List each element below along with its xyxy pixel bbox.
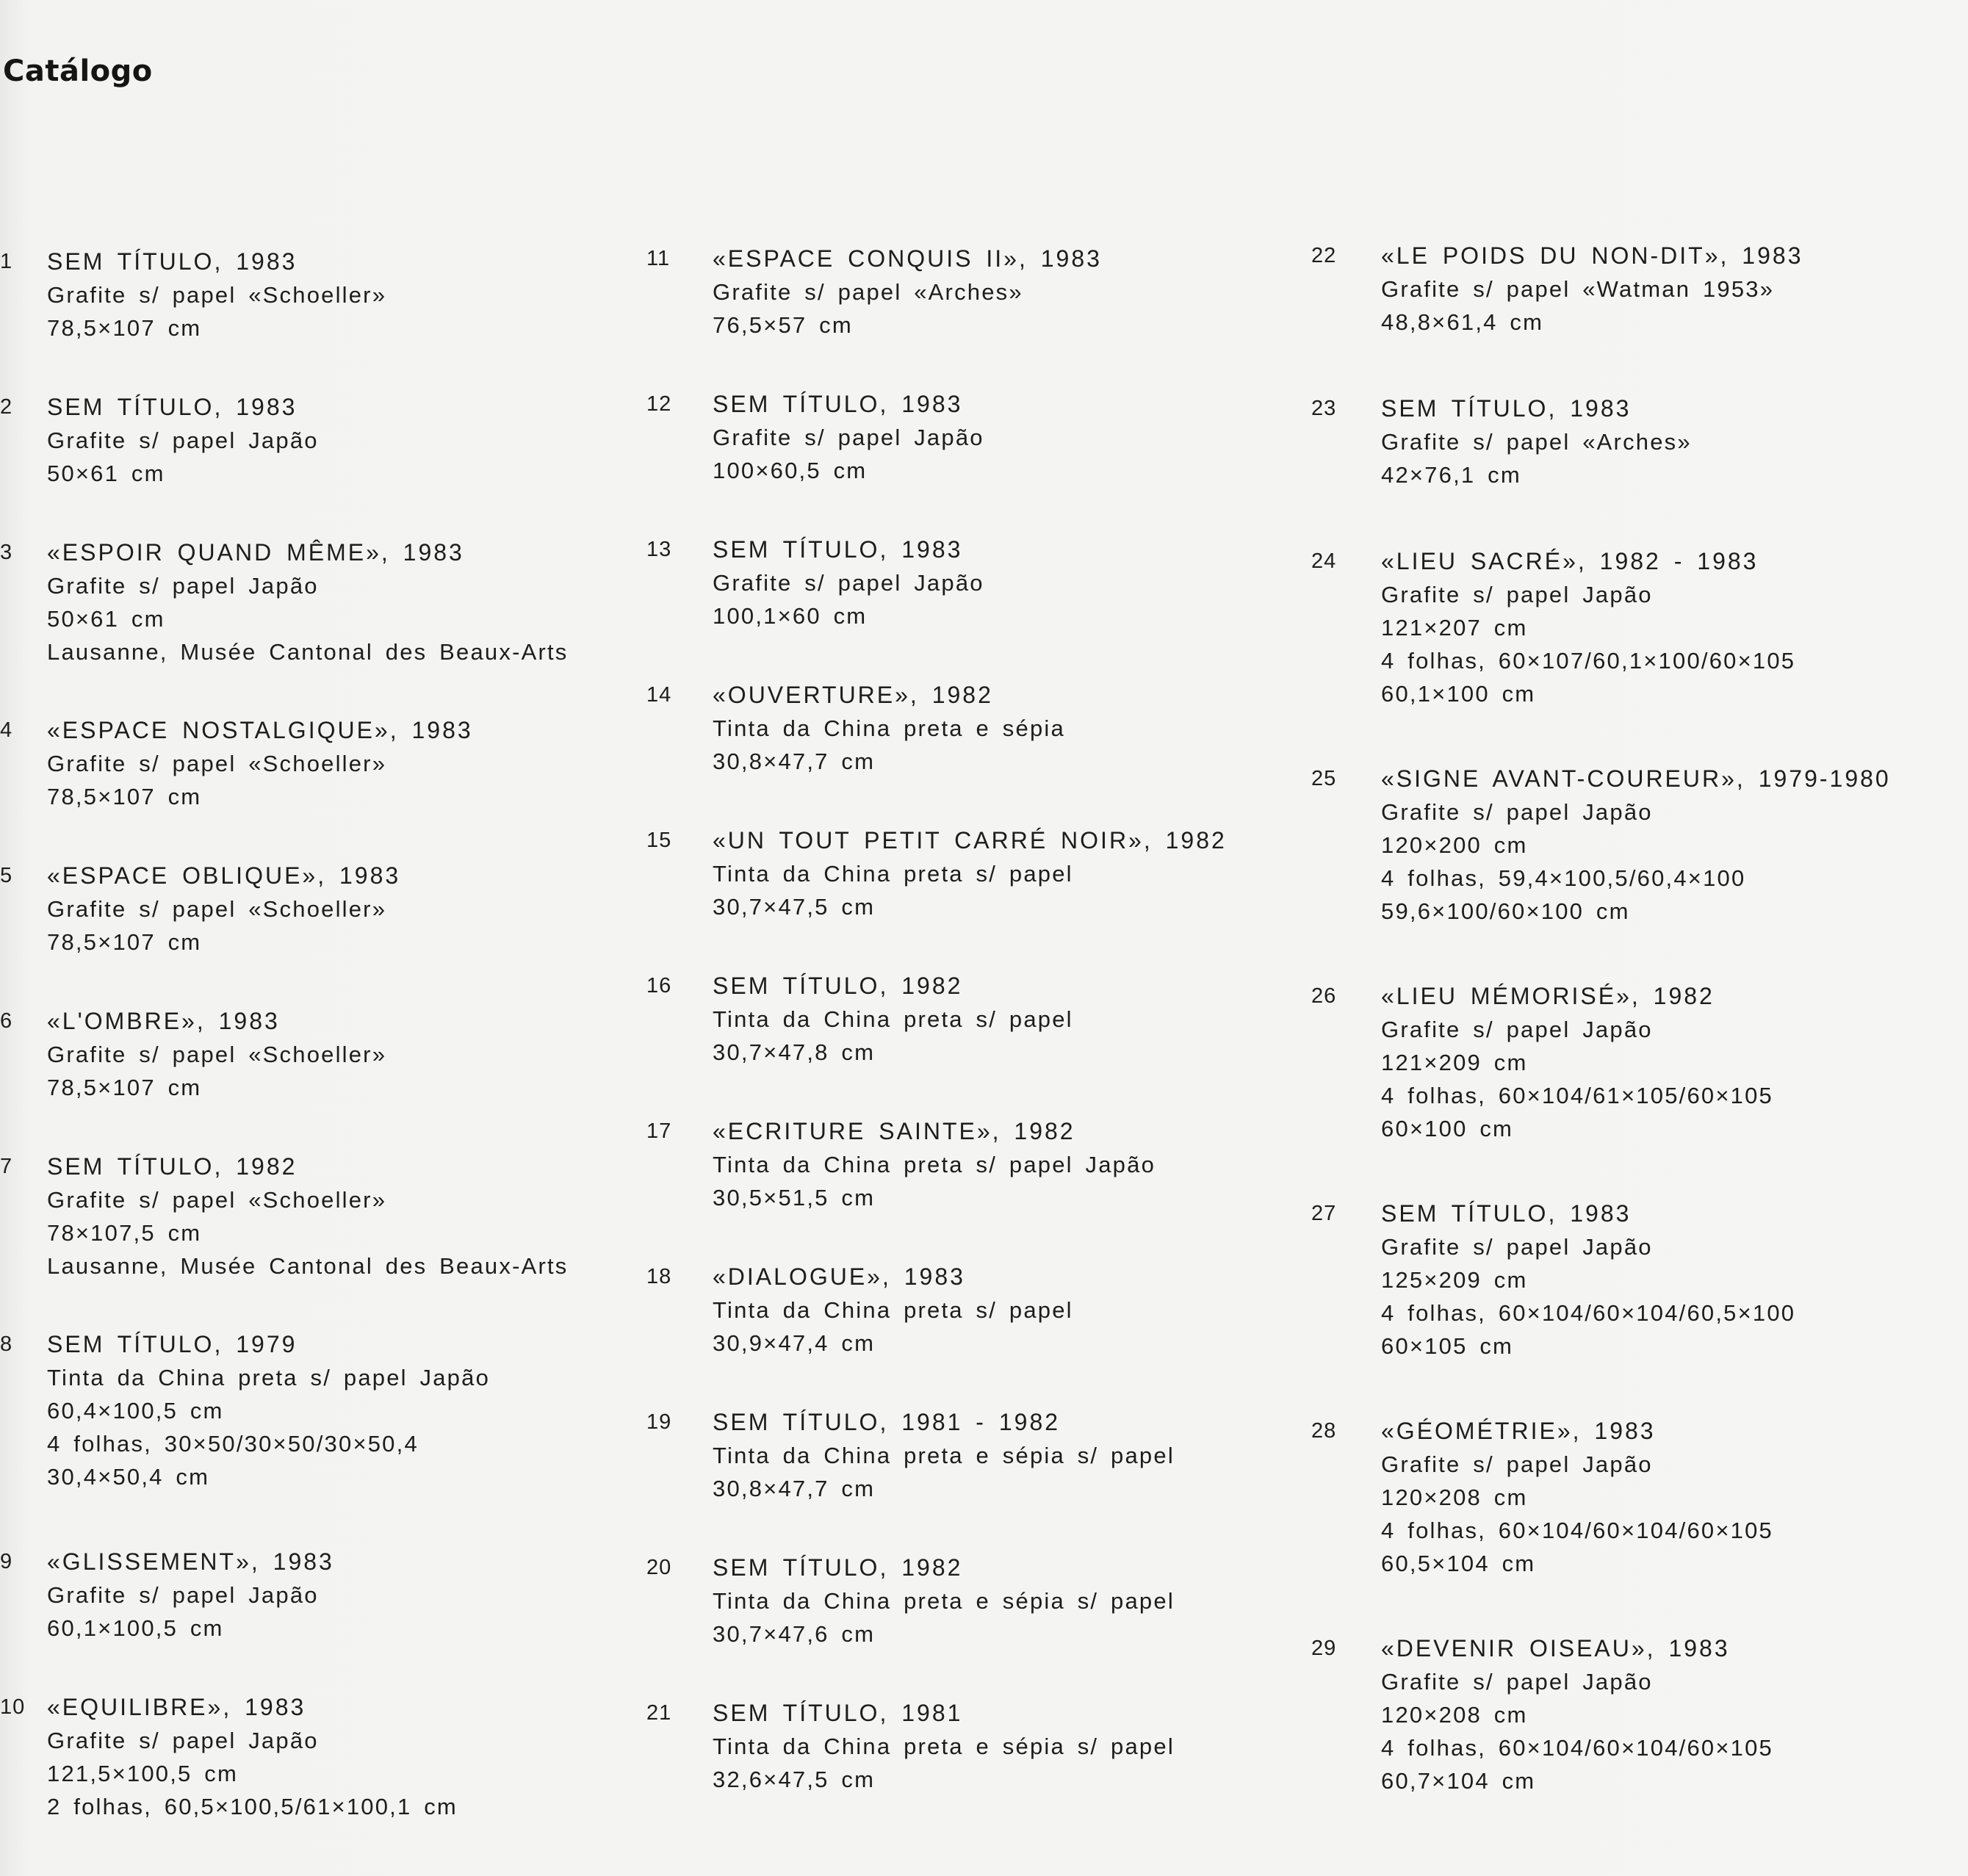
entry-medium: Grafite s/ papel Japão	[713, 570, 984, 596]
entry-medium: Tinta da China preta e sépia	[713, 715, 1065, 741]
entry-title: «DEVENIR OISEAU», 1983	[1381, 1635, 1730, 1662]
entry-details	[47, 1150, 569, 1282]
entry-dimensions: 60,4×100,5 cm	[47, 1398, 224, 1424]
entry-sheets-continued: 60×100 cm	[1381, 1116, 1514, 1141]
entry-dimensions: 120×200 cm	[1381, 832, 1528, 858]
entry-number: 17	[646, 1119, 672, 1143]
entry-dimensions: 100×60,5 cm	[713, 458, 868, 483]
entry-title: SEM TÍTULO, 1981 - 1982	[713, 1409, 1061, 1435]
entry-title: «GLISSEMENT», 1983	[47, 1548, 334, 1575]
entry-number: 25	[1311, 767, 1337, 790]
entry-collection: Lausanne, Musée Cantonal des Beaux-Arts	[47, 639, 569, 665]
entry-title: «EQUILIBRE», 1983	[47, 1694, 306, 1720]
entry-medium: Tinta da China preta s/ papel	[713, 1006, 1073, 1032]
entry-medium: Grafite s/ papel Japão	[47, 427, 319, 453]
entry-number: 1	[0, 250, 13, 273]
entry-medium: Tinta da China preta s/ papel	[713, 1297, 1073, 1323]
entry-details	[713, 1260, 1073, 1360]
entry-dimensions: 120×208 cm	[1381, 1702, 1528, 1728]
entry-dimensions: 50×61 cm	[47, 606, 165, 632]
entry-title: «ESPOIR QUAND MÊME», 1983	[47, 539, 464, 566]
entry-title: SEM TÍTULO, 1983	[1381, 395, 1632, 422]
entry-details	[1381, 392, 1692, 491]
entry-sheets-continued: 60,5×104 cm	[1381, 1551, 1536, 1576]
entry-title: SEM TÍTULO, 1983	[713, 536, 963, 563]
entry-title: «LE POIDS DU NON-DIT», 1983	[1381, 242, 1803, 269]
entry-sheets: 4 folhas, 30×50/30×50/30×50,4	[47, 1431, 419, 1457]
entry-dimensions: 48,8×61,4 cm	[1381, 309, 1544, 335]
entry-dimensions: 30,8×47,7 cm	[713, 748, 876, 774]
entry-dimensions: 121,5×100,5 cm	[47, 1761, 238, 1786]
entry-medium: Grafite s/ papel Japão	[1381, 1234, 1653, 1260]
entry-number: 13	[646, 538, 672, 561]
entry-details	[47, 1005, 386, 1104]
entry-sheets-continued: 59,6×100/60×100 cm	[1381, 898, 1630, 924]
entry-details	[713, 970, 1073, 1069]
entry-details	[1381, 762, 1891, 928]
entry-dimensions: 30,5×51,5 cm	[713, 1185, 876, 1211]
entry-medium: Grafite s/ papel «Schoeller»	[47, 751, 387, 776]
entry-dimensions: 120×208 cm	[1381, 1484, 1528, 1510]
entry-title: «ECRITURE SAINTE», 1982	[713, 1118, 1075, 1144]
entry-dimensions: 32,6×47,5 cm	[713, 1767, 876, 1792]
entry-medium: Grafite s/ papel «Schoeller»	[47, 282, 387, 308]
entry-sheets: 4 folhas, 60×104/60×104/60×105	[1381, 1735, 1773, 1761]
entry-medium: Grafite s/ papel Japão	[47, 1728, 319, 1753]
entry-medium: Tinta da China preta s/ papel	[713, 861, 1073, 887]
entry-number: 12	[646, 392, 672, 416]
entry-number: 14	[646, 683, 672, 707]
entry-details	[47, 859, 400, 959]
entry-details	[713, 1551, 1175, 1650]
entry-details	[713, 1406, 1175, 1505]
entry-number: 29	[1311, 1637, 1337, 1660]
entry-dimensions: 78×107,5 cm	[47, 1220, 202, 1246]
entry-details	[47, 1691, 458, 1823]
entry-dimensions: 78,5×107 cm	[47, 315, 202, 341]
entry-details	[1381, 1632, 1773, 1797]
entry-medium: Grafite s/ papel «Schoeller»	[47, 1187, 387, 1213]
entry-medium: Grafite s/ papel Japão	[1381, 1017, 1653, 1042]
entry-dimensions: 30,7×47,8 cm	[713, 1039, 876, 1065]
entry-title: SEM TÍTULO, 1982	[47, 1153, 298, 1180]
entry-details	[713, 242, 1102, 342]
entry-details	[47, 391, 319, 490]
entry-details	[713, 824, 1227, 923]
entry-dimensions: 125×209 cm	[1381, 1267, 1528, 1293]
entry-dimensions: 50×61 cm	[47, 461, 165, 486]
entry-sheets: 2 folhas, 60,5×100,5/61×100,1 cm	[47, 1794, 458, 1819]
entry-medium: Tinta da China preta e sépia s/ papel	[713, 1443, 1175, 1468]
entry-sheets-continued: 60,1×100 cm	[1381, 681, 1536, 707]
entry-number: 6	[0, 1009, 13, 1033]
entry-sheets-continued: 30,4×50,4 cm	[47, 1464, 210, 1490]
entry-sheets: 4 folhas, 60×104/61×105/60×105	[1381, 1083, 1773, 1108]
entry-number: 19	[646, 1410, 672, 1434]
entry-title: SEM TÍTULO, 1983	[1381, 1200, 1632, 1227]
entry-number: 9	[0, 1550, 13, 1573]
page-title: Catálogo	[3, 54, 153, 88]
entry-title: «L'OMBRE», 1983	[47, 1008, 280, 1034]
entry-dimensions: 30,7×47,6 cm	[713, 1621, 876, 1647]
entry-details	[1381, 980, 1773, 1145]
entry-details	[47, 1328, 490, 1493]
entry-collection: Lausanne, Musée Cantonal des Beaux-Arts	[47, 1253, 569, 1279]
entry-medium: Grafite s/ papel «Arches»	[1381, 429, 1692, 455]
entry-number: 5	[0, 864, 13, 887]
entry-number: 15	[646, 829, 672, 852]
entry-title: «LIEU MÉMORISÉ», 1982	[1381, 983, 1715, 1009]
entry-title: «UN TOUT PETIT CARRÉ NOIR», 1982	[713, 827, 1227, 854]
entry-title: «ESPACE NOSTALGIQUE», 1983	[47, 717, 473, 743]
entry-details	[713, 388, 984, 487]
entry-dimensions: 100,1×60 cm	[713, 603, 868, 629]
entry-medium: Grafite s/ papel «Schoeller»	[47, 896, 387, 922]
entry-dimensions: 78,5×107 cm	[47, 929, 202, 955]
entry-details	[1381, 1415, 1773, 1580]
entry-medium: Grafite s/ papel «Arches»	[713, 279, 1023, 305]
entry-details	[713, 1115, 1156, 1214]
entry-medium: Grafite s/ papel Japão	[1381, 1669, 1653, 1695]
entry-medium: Tinta da China preta s/ papel Japão	[713, 1152, 1156, 1177]
entry-title: SEM TÍTULO, 1982	[713, 1554, 963, 1581]
entry-details	[1381, 545, 1795, 710]
entry-dimensions: 30,9×47,4 cm	[713, 1330, 876, 1356]
entry-number: 7	[0, 1155, 13, 1178]
entry-number: 23	[1311, 397, 1337, 420]
entry-details	[47, 714, 473, 813]
entry-sheets: 4 folhas, 60×107/60,1×100/60×105	[1381, 648, 1796, 674]
entry-details	[1381, 1197, 1795, 1363]
entry-number: 18	[646, 1265, 672, 1288]
entry-dimensions: 42×76,1 cm	[1381, 462, 1521, 488]
entry-number: 2	[0, 395, 13, 419]
entry-title: «GÉOMÉTRIE», 1983	[1381, 1418, 1656, 1444]
entry-details	[713, 1697, 1175, 1796]
entry-medium: Tinta da China preta s/ papel Japão	[47, 1365, 491, 1390]
entry-number: 11	[646, 247, 671, 270]
entry-number: 20	[646, 1556, 672, 1579]
entry-title: SEM TÍTULO, 1979	[47, 1331, 298, 1357]
entry-medium: Grafite s/ papel Japão	[1381, 582, 1653, 607]
entry-medium: Grafite s/ papel Japão	[47, 573, 319, 599]
entry-medium: Tinta da China preta e sépia s/ papel	[713, 1734, 1175, 1759]
entry-number: 16	[646, 974, 672, 997]
entry-details	[47, 536, 569, 668]
entry-title: SEM TÍTULO, 1983	[713, 391, 963, 417]
entry-medium: Tinta da China preta e sépia s/ papel	[713, 1588, 1175, 1614]
entry-title: «SIGNE AVANT-COUREUR», 1979-1980	[1381, 765, 1891, 792]
entry-medium: Grafite s/ papel «Schoeller»	[47, 1042, 387, 1067]
entry-number: 22	[1311, 244, 1337, 267]
entry-dimensions: 30,7×47,5 cm	[713, 894, 876, 920]
entry-number: 8	[0, 1332, 13, 1356]
entry-medium: Grafite s/ papel Japão	[1381, 799, 1653, 825]
entry-medium: Grafite s/ papel Japão	[1381, 1451, 1653, 1477]
entry-sheets-continued: 60×105 cm	[1381, 1333, 1514, 1359]
entry-number: 10	[0, 1695, 26, 1719]
entry-title: «DIALOGUE», 1983	[713, 1263, 965, 1290]
entry-title: SEM TÍTULO, 1981	[713, 1700, 963, 1726]
entry-title: «ESPACE OBLIQUE», 1983	[47, 862, 401, 889]
entry-number: 3	[0, 541, 13, 564]
entry-sheets: 4 folhas, 59,4×100,5/60,4×100	[1381, 865, 1746, 891]
entry-number: 4	[0, 718, 13, 742]
entry-title: SEM TÍTULO, 1982	[713, 973, 963, 999]
entry-number: 28	[1311, 1419, 1337, 1443]
entry-dimensions: 121×209 cm	[1381, 1050, 1528, 1075]
entry-number: 26	[1311, 984, 1337, 1008]
entry-medium: Grafite s/ papel Japão	[713, 425, 984, 450]
entry-title: «ESPACE CONQUIS II», 1983	[713, 245, 1102, 272]
entry-title: «LIEU SACRÉ», 1982 - 1983	[1381, 548, 1759, 574]
entry-sheets-continued: 60,7×104 cm	[1381, 1768, 1536, 1794]
entry-medium: Grafite s/ papel «Watman 1953»	[1381, 276, 1775, 302]
entry-dimensions: 30,8×47,7 cm	[713, 1476, 876, 1501]
entry-details	[1381, 239, 1803, 339]
entry-dimensions: 76,5×57 cm	[713, 312, 853, 338]
entry-details	[47, 245, 386, 344]
entry-title: SEM TÍTULO, 1983	[47, 248, 298, 275]
entry-dimensions: 60,1×100,5 cm	[47, 1615, 224, 1641]
entry-title: SEM TÍTULO, 1983	[47, 394, 298, 420]
entry-number: 21	[646, 1701, 672, 1725]
entry-dimensions: 78,5×107 cm	[47, 784, 202, 809]
entry-sheets: 4 folhas, 60×104/60×104/60,5×100	[1381, 1300, 1796, 1326]
entry-details	[47, 1545, 334, 1645]
entry-details	[713, 679, 1065, 778]
entry-dimensions: 121×207 cm	[1381, 615, 1528, 641]
entry-dimensions: 78,5×107 cm	[47, 1075, 202, 1100]
entry-title: «OUVERTURE», 1982	[713, 682, 993, 708]
entry-number: 27	[1311, 1202, 1337, 1225]
entry-number: 24	[1311, 549, 1337, 573]
entry-medium: Grafite s/ papel Japão	[47, 1582, 319, 1608]
entry-details	[713, 533, 984, 632]
entry-sheets: 4 folhas, 60×104/60×104/60×105	[1381, 1518, 1773, 1543]
